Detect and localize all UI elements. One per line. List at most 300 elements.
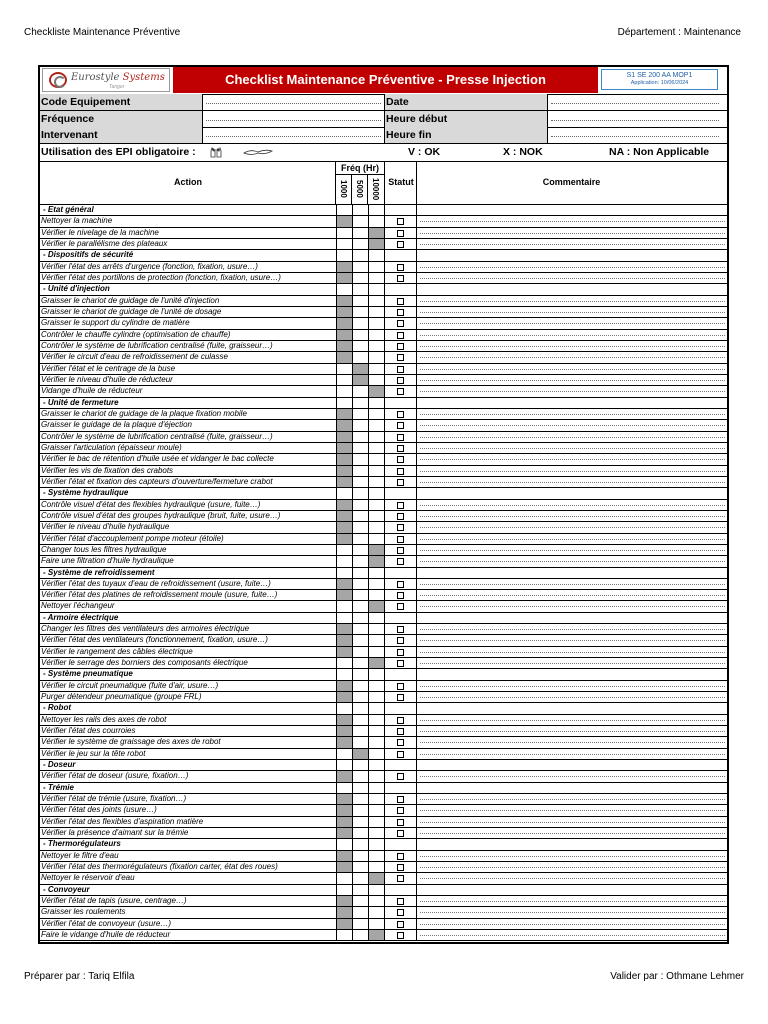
status-checkbox[interactable] xyxy=(397,875,404,882)
statut-cell xyxy=(384,477,416,487)
action-text: Contrôler le système de lubrification centralisé (fuite, graisseur…) xyxy=(41,340,273,350)
comment-cell xyxy=(416,568,727,578)
freq-cell xyxy=(336,341,352,351)
status-checkbox[interactable] xyxy=(397,853,404,860)
freq-cell xyxy=(352,488,368,498)
status-checkbox[interactable] xyxy=(397,649,404,656)
freq-cell xyxy=(368,318,384,328)
section-header-row xyxy=(40,613,727,624)
freq-cell xyxy=(368,919,384,929)
heure-debut-label: Heure début xyxy=(384,111,548,127)
freq-cell xyxy=(352,907,368,917)
status-checkbox[interactable] xyxy=(397,377,404,384)
comment-cell[interactable] xyxy=(416,545,727,555)
comment-cell[interactable] xyxy=(416,726,727,736)
section-title: - Armoire électrique xyxy=(43,612,119,622)
comment-line xyxy=(420,448,725,449)
freq-cell xyxy=(368,635,384,645)
section-header-row xyxy=(40,250,727,261)
freq-cell xyxy=(368,601,384,611)
status-checkbox[interactable] xyxy=(397,683,404,690)
statut-cell xyxy=(384,919,416,929)
freq-cell xyxy=(368,794,384,804)
freq-cell xyxy=(368,907,384,917)
status-checkbox[interactable] xyxy=(397,739,404,746)
comment-cell[interactable] xyxy=(416,647,727,657)
action-text: Graisser les roulements xyxy=(41,907,126,917)
freq-cell xyxy=(352,635,368,645)
status-checkbox[interactable] xyxy=(397,581,404,588)
status-checkbox[interactable] xyxy=(397,898,404,905)
freq-cell xyxy=(352,420,368,430)
statut-cell xyxy=(384,783,416,793)
prepared-by: Préparer par : Tariq Elfila xyxy=(24,971,135,982)
freq-cell xyxy=(368,839,384,849)
checklist-row xyxy=(40,647,727,658)
freq-cell xyxy=(336,783,352,793)
statut-cell xyxy=(384,522,416,532)
date-field[interactable] xyxy=(551,103,719,104)
comment-cell[interactable] xyxy=(416,907,727,917)
comment-cell[interactable] xyxy=(416,601,727,611)
freq-cell xyxy=(336,885,352,895)
checklist-row xyxy=(40,851,727,862)
status-checkbox[interactable] xyxy=(397,366,404,373)
checklist-row xyxy=(40,352,727,363)
statut-cell xyxy=(384,749,416,759)
status-checkbox[interactable] xyxy=(397,830,404,837)
comment-line xyxy=(420,856,725,857)
comment-cell[interactable] xyxy=(416,817,727,827)
action-text: Contrôle visuel d'état des groupes hydraulique (bruit, fuite, usure…) xyxy=(41,510,281,520)
freq-cell xyxy=(352,216,368,226)
status-checkbox[interactable] xyxy=(397,241,404,248)
freq-cell xyxy=(336,749,352,759)
comment-line xyxy=(420,697,725,698)
comment-line xyxy=(420,267,725,268)
status-checkbox[interactable] xyxy=(397,502,404,509)
statut-cell xyxy=(384,534,416,544)
checklist-row xyxy=(40,828,727,839)
comment-cell[interactable] xyxy=(416,851,727,861)
comment-cell xyxy=(416,669,727,679)
checklist-row xyxy=(40,477,727,488)
freq-cell xyxy=(336,794,352,804)
comment-cell[interactable] xyxy=(416,500,727,510)
comment-cell[interactable] xyxy=(416,466,727,476)
freq-cell xyxy=(336,737,352,747)
action-text: Nettoyer la machine xyxy=(41,216,113,226)
statut-cell xyxy=(384,409,416,419)
status-checkbox[interactable] xyxy=(397,434,404,441)
action-text: Vérifier l'état des tuyaux d'eau de refroidissement (usure, fuite…) xyxy=(41,578,271,588)
freq-cell xyxy=(368,273,384,283)
comment-cell[interactable] xyxy=(416,477,727,487)
section-header-row xyxy=(40,398,727,409)
freq-cell xyxy=(368,250,384,260)
freq-cell xyxy=(336,273,352,283)
action-text: Vérifier l'état des arrêts d'urgence (fonction, fixation, usure…) xyxy=(41,261,258,271)
action-text: Vérifier l'état des platines de refroidissement moule (usure, fuite…) xyxy=(41,590,278,600)
status-checkbox[interactable] xyxy=(397,343,404,350)
statut-cell xyxy=(384,681,416,691)
freq-cell xyxy=(368,375,384,385)
freq-cell xyxy=(368,398,384,408)
checklist-row xyxy=(40,658,727,669)
statut-cell xyxy=(384,805,416,815)
freq-cell xyxy=(336,919,352,929)
freq-cell xyxy=(368,851,384,861)
checklist-row xyxy=(40,216,727,227)
status-checkbox[interactable] xyxy=(397,422,404,429)
freq-cell xyxy=(352,681,368,691)
status-checkbox[interactable] xyxy=(397,468,404,475)
status-checkbox[interactable] xyxy=(397,445,404,452)
freq-cell xyxy=(368,624,384,634)
freq-cell xyxy=(336,488,352,498)
status-checkbox[interactable] xyxy=(397,558,404,565)
freq-cell xyxy=(368,579,384,589)
freq-cell xyxy=(368,726,384,736)
action-text: Vérifier le nivelage de la machine xyxy=(41,227,159,237)
status-checkbox[interactable] xyxy=(397,807,404,814)
freq-cell xyxy=(368,703,384,713)
comment-line xyxy=(420,595,725,596)
freq-cell xyxy=(368,568,384,578)
freq-cell xyxy=(336,568,352,578)
status-checkbox[interactable] xyxy=(397,864,404,871)
checklist-row xyxy=(40,737,727,748)
code-equipement-field[interactable] xyxy=(206,103,381,104)
comment-cell[interactable] xyxy=(416,522,727,532)
freq-cell xyxy=(368,885,384,895)
section-header-row xyxy=(40,205,727,216)
freq-cell xyxy=(336,613,352,623)
statut-cell xyxy=(384,839,416,849)
status-checkbox[interactable] xyxy=(397,320,404,327)
comment-cell[interactable] xyxy=(416,352,727,362)
freq-cell xyxy=(368,216,384,226)
freq-cell xyxy=(368,330,384,340)
freq-cell xyxy=(368,817,384,827)
comment-cell[interactable] xyxy=(416,273,727,283)
comment-cell[interactable] xyxy=(416,386,727,396)
freq-cell xyxy=(336,386,352,396)
checklist-row xyxy=(40,749,727,760)
statut-cell xyxy=(384,692,416,702)
freq-cell xyxy=(336,896,352,906)
statut-cell xyxy=(384,613,416,623)
comment-cell[interactable] xyxy=(416,330,727,340)
section-header-row xyxy=(40,760,727,771)
legend-na: NA : Non Applicable xyxy=(609,146,710,158)
freq-cell xyxy=(368,262,384,272)
comment-line xyxy=(420,244,725,245)
action-text: Vérifier l'état des flexibles d'aspiration matière xyxy=(41,816,204,826)
comment-line xyxy=(420,810,725,811)
freq-cell xyxy=(336,307,352,317)
freq-cell xyxy=(368,443,384,453)
comment-cell[interactable] xyxy=(416,658,727,668)
comment-line xyxy=(420,878,725,879)
comment-cell[interactable] xyxy=(416,556,727,566)
comment-cell[interactable] xyxy=(416,737,727,747)
comment-cell[interactable] xyxy=(416,364,727,374)
statut-cell xyxy=(384,273,416,283)
status-checkbox[interactable] xyxy=(397,626,404,633)
comment-cell[interactable] xyxy=(416,896,727,906)
status-checkbox[interactable] xyxy=(397,751,404,758)
status-checkbox[interactable] xyxy=(397,411,404,418)
freq-cell xyxy=(352,839,368,849)
freq-cell xyxy=(368,466,384,476)
status-checkbox[interactable] xyxy=(397,309,404,316)
freq-cell xyxy=(352,726,368,736)
checklist-row xyxy=(40,579,727,590)
comment-line xyxy=(420,357,725,358)
comment-line xyxy=(420,606,725,607)
comment-cell[interactable] xyxy=(416,375,727,385)
status-checkbox[interactable] xyxy=(397,479,404,486)
frequence-field[interactable] xyxy=(206,120,381,121)
comment-line xyxy=(420,425,725,426)
comment-cell[interactable] xyxy=(416,624,727,634)
status-checkbox[interactable] xyxy=(397,513,404,520)
legend-ok: V : OK xyxy=(408,146,441,158)
comment-cell[interactable] xyxy=(416,692,727,702)
comment-cell[interactable] xyxy=(416,635,727,645)
statut-cell xyxy=(384,851,416,861)
statut-cell xyxy=(384,352,416,362)
section-title: - Convoyeur xyxy=(43,884,90,894)
comment-cell[interactable] xyxy=(416,318,727,328)
freq-cell xyxy=(352,715,368,725)
freq-cell xyxy=(336,715,352,725)
freq-cell xyxy=(368,420,384,430)
statut-cell xyxy=(384,760,416,770)
freq-cell xyxy=(336,862,352,872)
freq-cell xyxy=(352,432,368,442)
freq-cell xyxy=(336,522,352,532)
status-checkbox[interactable] xyxy=(397,932,404,939)
section-title: - Thermorégulateurs xyxy=(43,839,121,849)
statut-cell xyxy=(384,341,416,351)
freq-cell xyxy=(352,296,368,306)
status-checkbox[interactable] xyxy=(397,524,404,531)
status-checkbox[interactable] xyxy=(397,354,404,361)
freq-1000-header: 1000 xyxy=(339,180,348,198)
statut-cell xyxy=(384,647,416,657)
status-checkbox[interactable] xyxy=(397,921,404,928)
document-title: Checkliste Maintenance Préventive xyxy=(24,27,181,38)
status-checkbox[interactable] xyxy=(397,298,404,305)
freq-cell xyxy=(368,205,384,215)
freq-cell xyxy=(352,669,368,679)
freq-cell xyxy=(352,477,368,487)
freq-cell xyxy=(336,771,352,781)
heure-fin-field[interactable] xyxy=(551,136,719,137)
freq-cell xyxy=(336,828,352,838)
statut-cell xyxy=(384,364,416,374)
comment-line xyxy=(420,742,725,743)
freq-cell xyxy=(368,930,384,940)
comment-cell[interactable] xyxy=(416,579,727,589)
status-checkbox[interactable] xyxy=(397,819,404,826)
status-checkbox[interactable] xyxy=(397,388,404,395)
freq-cell xyxy=(336,817,352,827)
comment-cell[interactable] xyxy=(416,919,727,929)
info-row-1 xyxy=(40,94,727,111)
comment-cell[interactable] xyxy=(416,432,727,442)
comment-cell[interactable] xyxy=(416,794,727,804)
freq-cell xyxy=(368,760,384,770)
freq-cell xyxy=(368,658,384,668)
checklist-row xyxy=(40,726,727,737)
action-text: Vérifier l'état des joints (usure…) xyxy=(41,805,157,815)
freq-cell xyxy=(352,862,368,872)
statut-cell xyxy=(384,296,416,306)
code-equipement-label: Code Equipement xyxy=(40,94,203,110)
statut-cell xyxy=(384,568,416,578)
status-checkbox[interactable] xyxy=(397,536,404,543)
freq-cell xyxy=(336,239,352,249)
freq-cell xyxy=(368,488,384,498)
comment-line xyxy=(420,414,725,415)
freq-cell xyxy=(336,318,352,328)
status-checkbox[interactable] xyxy=(397,230,404,237)
comment-line xyxy=(420,221,725,222)
status-checkbox[interactable] xyxy=(397,603,404,610)
comment-cell[interactable] xyxy=(416,262,727,272)
freq-cell xyxy=(368,228,384,238)
statut-cell xyxy=(384,896,416,906)
statut-cell xyxy=(384,658,416,668)
comment-line xyxy=(420,731,725,732)
status-checkbox[interactable] xyxy=(397,694,404,701)
checklist-row xyxy=(40,862,727,873)
intervenant-field[interactable] xyxy=(206,136,381,137)
checklist-sheet xyxy=(38,65,729,944)
validated-by: Valider par : Othmane Lehmer xyxy=(610,971,744,982)
checklist-row xyxy=(40,534,727,545)
freq-cell xyxy=(336,703,352,713)
status-checkbox[interactable] xyxy=(397,218,404,225)
checklist-row xyxy=(40,454,727,465)
action-text: Nettoyer les rails des axes de robot xyxy=(41,714,167,724)
action-text: Vérifier l'état des courroies xyxy=(41,726,136,736)
comment-cell[interactable] xyxy=(416,409,727,419)
comment-cell[interactable] xyxy=(416,681,727,691)
frequence-label: Fréquence xyxy=(40,111,203,127)
action-text: Contrôler le système de lubrification centralisé (fuite, graisseur…) xyxy=(41,431,273,441)
freq-cell xyxy=(352,250,368,260)
freq-cell xyxy=(352,624,368,634)
statut-cell xyxy=(384,590,416,600)
action-text: Nettoyer l'échangeur xyxy=(41,601,115,611)
comment-cell[interactable] xyxy=(416,443,727,453)
comment-cell[interactable] xyxy=(416,590,727,600)
action-text: Vérifier l'état des ventilateurs (fonctionnement, fixation, usure…) xyxy=(41,635,268,645)
heure-debut-field[interactable] xyxy=(551,120,719,121)
comment-cell[interactable] xyxy=(416,873,727,883)
heure-fin-label: Heure fin xyxy=(384,127,548,143)
comment-cell[interactable] xyxy=(416,239,727,249)
status-checkbox[interactable] xyxy=(397,909,404,916)
comment-line xyxy=(420,901,725,902)
freq-cell xyxy=(336,624,352,634)
freq-cell xyxy=(352,851,368,861)
company-logo xyxy=(42,68,170,92)
comment-cell[interactable] xyxy=(416,420,727,430)
status-checkbox[interactable] xyxy=(397,264,404,271)
comment-cell[interactable] xyxy=(416,307,727,317)
checklist-row xyxy=(40,273,727,284)
status-checkbox[interactable] xyxy=(397,275,404,282)
statut-cell xyxy=(384,330,416,340)
comment-cell[interactable] xyxy=(416,341,727,351)
section-title: - Dispositifs de sécurité xyxy=(43,250,134,260)
freq-cell xyxy=(368,692,384,702)
checklist-row xyxy=(40,420,727,431)
checklist-row xyxy=(40,624,727,635)
status-checkbox[interactable] xyxy=(397,717,404,724)
comment-cell[interactable] xyxy=(416,805,727,815)
comment-cell[interactable] xyxy=(416,862,727,872)
statut-cell xyxy=(384,500,416,510)
status-checkbox[interactable] xyxy=(397,547,404,554)
comment-line xyxy=(420,822,725,823)
epi-label: Utilisation des EPI obligatoire : xyxy=(41,146,196,158)
comment-cell[interactable] xyxy=(416,715,727,725)
comment-cell[interactable] xyxy=(416,828,727,838)
checklist-row xyxy=(40,522,727,533)
section-header-row xyxy=(40,669,727,680)
statut-cell xyxy=(384,239,416,249)
comment-cell[interactable] xyxy=(416,749,727,759)
comment-cell xyxy=(416,488,727,498)
status-checkbox[interactable] xyxy=(397,796,404,803)
statut-cell xyxy=(384,907,416,917)
action-text: Changer les filtres des ventilateurs des armoires électrique xyxy=(41,624,250,634)
comment-cell[interactable] xyxy=(416,228,727,238)
comment-cell[interactable] xyxy=(416,771,727,781)
status-checkbox[interactable] xyxy=(397,773,404,780)
status-checkbox[interactable] xyxy=(397,637,404,644)
freq-cell xyxy=(352,817,368,827)
statut-cell xyxy=(384,715,416,725)
section-header-row xyxy=(40,839,727,850)
statut-cell xyxy=(384,771,416,781)
status-checkbox[interactable] xyxy=(397,728,404,735)
freq-header: Fréq (Hr) xyxy=(341,163,379,173)
comment-cell[interactable] xyxy=(416,296,727,306)
status-checkbox[interactable] xyxy=(397,660,404,667)
status-checkbox[interactable] xyxy=(397,456,404,463)
comment-cell[interactable] xyxy=(416,534,727,544)
comment-cell[interactable] xyxy=(416,216,727,226)
freq-cell xyxy=(368,386,384,396)
comment-cell[interactable] xyxy=(416,930,727,940)
comment-cell[interactable] xyxy=(416,511,727,521)
checklist-row xyxy=(40,318,727,329)
comment-cell xyxy=(416,613,727,623)
action-text: Vérifier l'état de doseur (usure, fixation…) xyxy=(41,771,189,781)
comment-cell[interactable] xyxy=(416,454,727,464)
status-checkbox[interactable] xyxy=(397,592,404,599)
action-text: Vérifier le circuit d'eau de refroidissement de culasse xyxy=(41,352,228,362)
status-checkbox[interactable] xyxy=(397,332,404,339)
comment-line xyxy=(420,640,725,641)
